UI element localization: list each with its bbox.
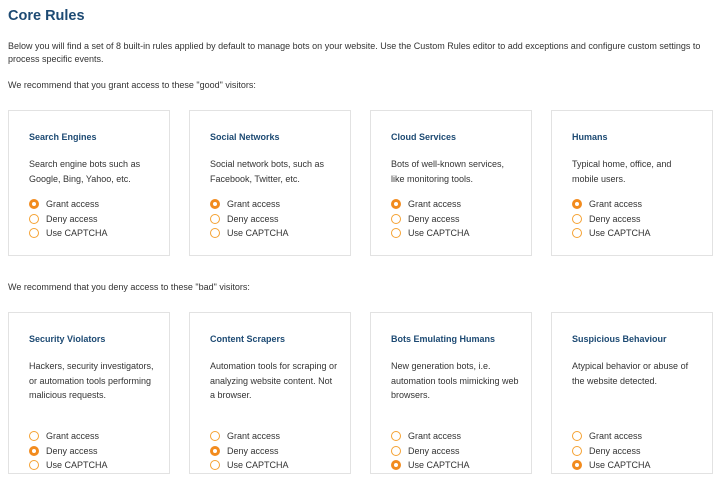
radio-unselected-icon[interactable] bbox=[572, 214, 582, 224]
access-option-grant-access[interactable] bbox=[391, 429, 470, 444]
radio-unselected-icon[interactable] bbox=[572, 446, 582, 456]
option-label: Grant access bbox=[589, 199, 643, 210]
option-label: Grant access bbox=[227, 199, 281, 210]
access-option-use-captcha[interactable] bbox=[210, 226, 289, 241]
option-label: Grant access bbox=[408, 431, 462, 442]
card-title: Content Scrapers bbox=[210, 334, 286, 344]
access-option-use-captcha[interactable] bbox=[391, 226, 470, 241]
access-option-deny-access[interactable] bbox=[391, 212, 470, 227]
access-option-deny-access[interactable] bbox=[210, 444, 289, 459]
card-description: Bots of well-known services, like monitoring tools. bbox=[391, 159, 505, 184]
access-options bbox=[572, 197, 651, 241]
option-label: Grant access bbox=[408, 199, 462, 210]
radio-selected-icon[interactable] bbox=[29, 446, 39, 456]
card-title: Suspicious Behaviour bbox=[572, 334, 667, 344]
radio-selected-icon[interactable] bbox=[210, 446, 220, 456]
option-label: Use CAPTCHA bbox=[227, 460, 289, 471]
access-option-deny-access[interactable] bbox=[572, 444, 651, 459]
card-title: Security Violators bbox=[29, 334, 106, 344]
card-description: Search engine bots such as Google, Bing, Yahoo, etc. bbox=[29, 159, 141, 184]
access-options bbox=[29, 197, 108, 241]
option-label: Use CAPTCHA bbox=[46, 460, 108, 471]
radio-unselected-icon[interactable] bbox=[572, 431, 582, 441]
option-label: Grant access bbox=[46, 199, 100, 210]
access-option-use-captcha[interactable] bbox=[29, 226, 108, 241]
radio-unselected-icon[interactable] bbox=[29, 431, 39, 441]
radio-selected-icon[interactable] bbox=[572, 199, 582, 209]
option-label: Deny access bbox=[46, 213, 98, 224]
option-label: Deny access bbox=[227, 445, 279, 456]
option-label: Use CAPTCHA bbox=[589, 460, 651, 471]
radio-selected-icon[interactable] bbox=[572, 460, 582, 470]
radio-unselected-icon[interactable] bbox=[29, 214, 39, 224]
rule-card-cloud-services bbox=[370, 110, 532, 256]
option-label: Grant access bbox=[589, 431, 643, 442]
access-option-grant-access[interactable] bbox=[210, 429, 289, 444]
card-description: Typical home, office, and mobile users. bbox=[572, 159, 672, 184]
card-description: Social network bots, such as Facebook, Twitter, etc. bbox=[210, 159, 325, 184]
card-title: Search Engines bbox=[29, 132, 97, 142]
radio-unselected-icon[interactable] bbox=[29, 460, 39, 470]
access-option-deny-access[interactable] bbox=[210, 212, 289, 227]
access-options bbox=[210, 429, 289, 473]
card-description: Automation tools for scraping or analyzing website content. Not a browser. bbox=[210, 361, 338, 400]
access-option-use-captcha[interactable] bbox=[210, 458, 289, 473]
option-label: Deny access bbox=[589, 445, 641, 456]
access-options bbox=[210, 197, 289, 241]
rule-card-social-networks bbox=[189, 110, 351, 256]
radio-selected-icon[interactable] bbox=[29, 199, 39, 209]
radio-selected-icon[interactable] bbox=[391, 460, 401, 470]
option-label: Use CAPTCHA bbox=[589, 228, 651, 239]
radio-unselected-icon[interactable] bbox=[210, 228, 220, 238]
option-label: Use CAPTCHA bbox=[46, 228, 108, 239]
option-label: Deny access bbox=[589, 213, 641, 224]
card-title: Humans bbox=[572, 132, 608, 142]
option-label: Deny access bbox=[227, 213, 279, 224]
access-option-deny-access[interactable] bbox=[29, 444, 108, 459]
option-label: Deny access bbox=[46, 445, 98, 456]
access-options bbox=[391, 197, 470, 241]
option-label: Use CAPTCHA bbox=[227, 228, 289, 239]
radio-selected-icon[interactable] bbox=[210, 199, 220, 209]
option-label: Use CAPTCHA bbox=[408, 228, 470, 239]
radio-unselected-icon[interactable] bbox=[391, 446, 401, 456]
access-option-use-captcha[interactable] bbox=[391, 458, 470, 473]
radio-unselected-icon[interactable] bbox=[210, 214, 220, 224]
access-option-deny-access[interactable] bbox=[572, 212, 651, 227]
rule-card-security-violators bbox=[8, 312, 170, 474]
intro-text: Below you will find a set of 8 built-in rules applied by default to manage bots on your website. Use the Custom Rules editor to add exceptions and configure custom settings to process specific events. bbox=[8, 41, 701, 64]
rule-card-suspicious-behaviour bbox=[551, 312, 713, 474]
good-visitors-note: We recommend that you grant access to these "good" visitors: bbox=[8, 80, 256, 90]
card-title: Cloud Services bbox=[391, 132, 457, 142]
radio-unselected-icon[interactable] bbox=[572, 228, 582, 238]
option-label: Deny access bbox=[408, 213, 460, 224]
access-option-grant-access[interactable] bbox=[210, 197, 289, 212]
access-option-use-captcha[interactable] bbox=[572, 458, 651, 473]
option-label: Grant access bbox=[227, 431, 281, 442]
access-option-deny-access[interactable] bbox=[29, 212, 108, 227]
access-option-deny-access[interactable] bbox=[391, 444, 470, 459]
radio-unselected-icon[interactable] bbox=[29, 228, 39, 238]
access-option-use-captcha[interactable] bbox=[572, 226, 651, 241]
access-option-grant-access[interactable] bbox=[29, 197, 108, 212]
access-option-grant-access[interactable] bbox=[391, 197, 470, 212]
card-description: Atypical behavior or abuse of the website detected. bbox=[572, 361, 689, 386]
option-label: Deny access bbox=[408, 445, 460, 456]
access-options bbox=[29, 429, 108, 473]
rule-card-content-scrapers bbox=[189, 312, 351, 474]
radio-unselected-icon[interactable] bbox=[391, 431, 401, 441]
card-title: Social Networks bbox=[210, 132, 280, 142]
radio-unselected-icon[interactable] bbox=[391, 228, 401, 238]
access-options bbox=[572, 429, 651, 473]
access-option-grant-access[interactable] bbox=[572, 429, 651, 444]
bad-visitors-note: We recommend that you deny access to these "bad" visitors: bbox=[8, 282, 250, 292]
rule-card-humans bbox=[551, 110, 713, 256]
access-option-use-captcha[interactable] bbox=[29, 458, 108, 473]
rule-card-search-engines bbox=[8, 110, 170, 256]
card-title: Bots Emulating Humans bbox=[391, 334, 496, 344]
option-label: Grant access bbox=[46, 431, 100, 442]
access-option-grant-access[interactable] bbox=[29, 429, 108, 444]
page-title: Core Rules bbox=[8, 8, 85, 24]
access-options bbox=[391, 429, 470, 473]
option-label: Use CAPTCHA bbox=[408, 460, 470, 471]
access-option-grant-access[interactable] bbox=[572, 197, 651, 212]
radio-unselected-icon[interactable] bbox=[210, 431, 220, 441]
card-description: Hackers, security investigators, or automation tools performing malicious requests. bbox=[29, 361, 154, 400]
rule-card-bots-emulating-humans bbox=[370, 312, 532, 474]
radio-selected-icon[interactable] bbox=[391, 199, 401, 209]
radio-unselected-icon[interactable] bbox=[391, 214, 401, 224]
radio-unselected-icon[interactable] bbox=[210, 460, 220, 470]
card-description: New generation bots, i.e. automation tools mimicking web browsers. bbox=[391, 361, 519, 400]
